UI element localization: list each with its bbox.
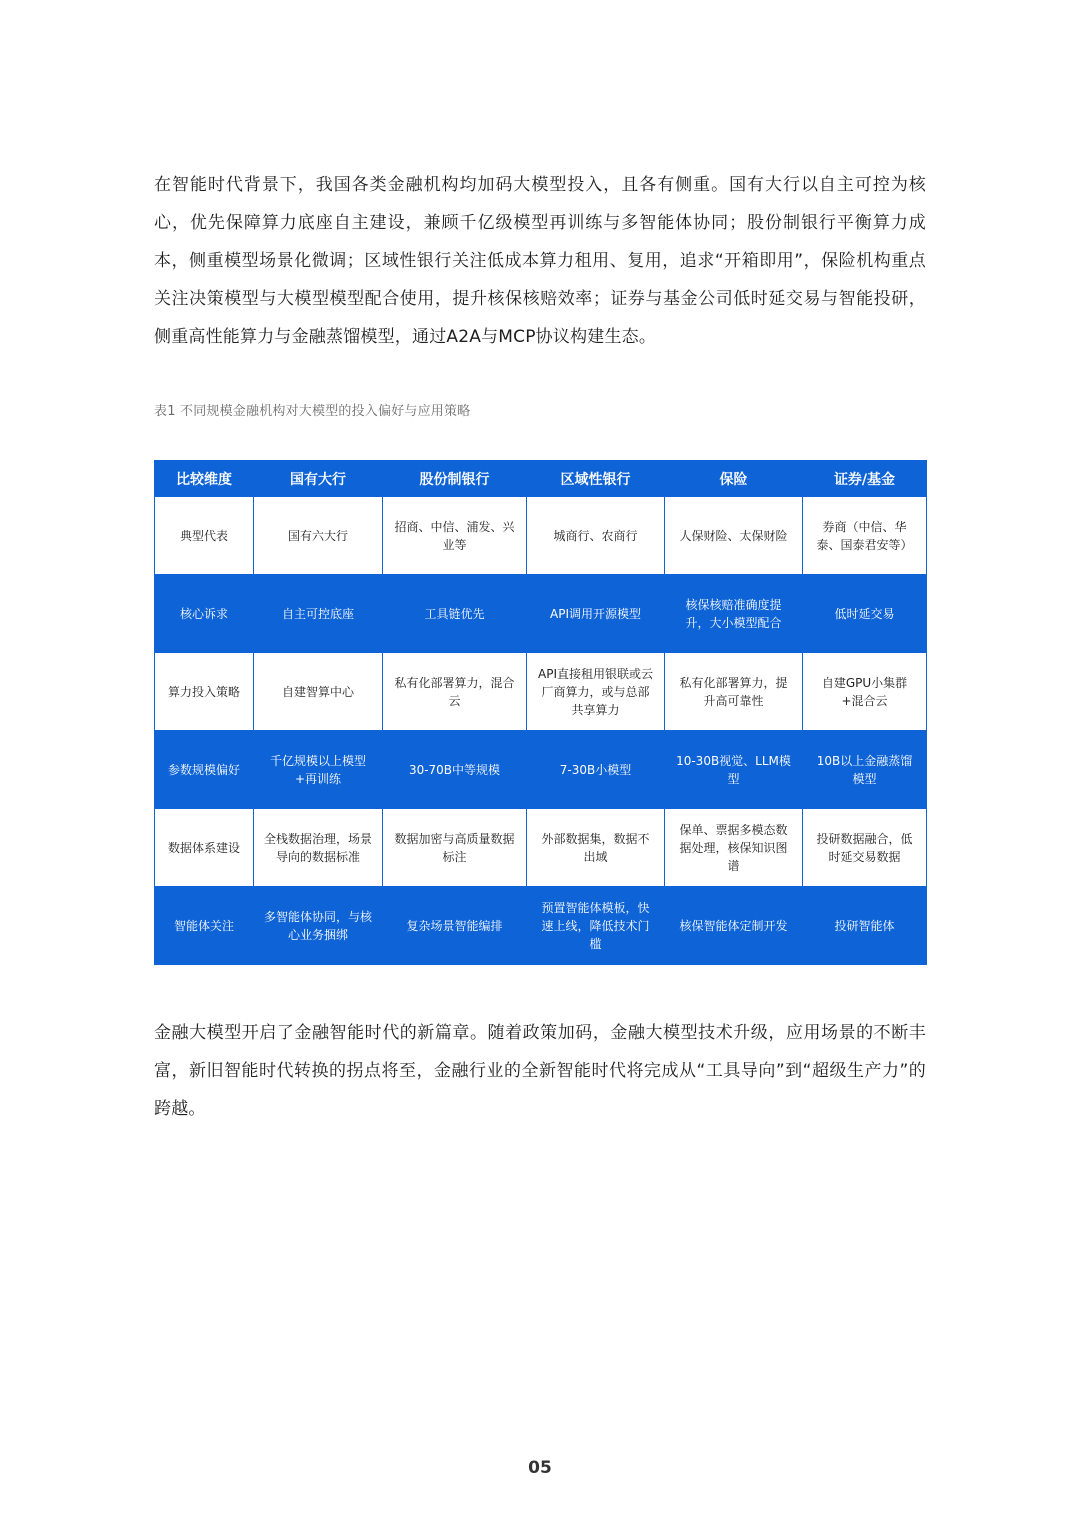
row-label: 数据体系建设 [155, 809, 254, 887]
header-insurance: 保险 [665, 461, 803, 497]
table-cell: 全栈数据治理，场景导向的数据标准 [254, 809, 383, 887]
header-joint-stock-banks: 股份制银行 [383, 461, 527, 497]
header-regional-banks: 区域性银行 [527, 461, 665, 497]
closing-paragraph: 金融大模型开启了金融智能时代的新篇章。随着政策加码，金融大模型技术升级，应用场景的不断丰富，新旧智能时代转换的拐点将至，金融行业的全新智能时代将完成从“工具导向”到“超级生产力”的跨越。 [154, 1023, 926, 1119]
table-cell: API直接租用银联或云厂商算力，或与总部共享算力 [527, 653, 665, 731]
table-cell: 预置智能体模板，快速上线，降低技术门槛 [527, 887, 665, 965]
table-cell: 数据加密与高质量数据标注 [383, 809, 527, 887]
table-cell: 券商（中信、华泰、国泰君安等） [803, 497, 927, 575]
table-cell: 投研数据融合，低时延交易数据 [803, 809, 927, 887]
row-label: 核心诉求 [155, 575, 254, 653]
table-cell: 核保核赔准确度提升，大小模型配合 [665, 575, 803, 653]
table-cell: 私有化部署算力，混合云 [383, 653, 527, 731]
row-label: 智能体关注 [155, 887, 254, 965]
table-cell: 10-30B视觉、LLM模型 [665, 731, 803, 809]
table-row [155, 809, 927, 887]
table-cell: 人保财险、太保财险 [665, 497, 803, 575]
table-cell: 招商、中信、浦发、兴业等 [383, 497, 527, 575]
table-cell: 城商行、农商行 [527, 497, 665, 575]
row-label: 算力投入策略 [155, 653, 254, 731]
table-cell: 投研智能体 [803, 887, 927, 965]
table-cell: 7-30B小模型 [527, 731, 665, 809]
table-cell: 自主可控底座 [254, 575, 383, 653]
table-cell: API调用开源模型 [527, 575, 665, 653]
table-cell: 自建GPU小集群+混合云 [803, 653, 927, 731]
table-cell: 国有六大行 [254, 497, 383, 575]
header-dimension: 比较维度 [155, 461, 254, 497]
strategy-table [154, 460, 927, 965]
row-label: 参数规模偏好 [155, 731, 254, 809]
table-cell: 外部数据集，数据不出域 [527, 809, 665, 887]
table-cell: 保单、票据多模态数据处理，核保知识图谱 [665, 809, 803, 887]
row-label: 典型代表 [155, 497, 254, 575]
table-cell: 低时延交易 [803, 575, 927, 653]
table-cell: 30-70B中等规模 [383, 731, 527, 809]
table-cell: 私有化部署算力，提升高可靠性 [665, 653, 803, 731]
table-cell: 工具链优先 [383, 575, 527, 653]
intro-paragraph: 在智能时代背景下，我国各类金融机构均加码大模型投入，且各有侧重。国有大行以自主可控为核心，优先保障算力底座自主建设，兼顾千亿级模型再训练与多智能体协同；股份制银行平衡算力成本，侧重模型场景化微调；区域性银行关注低成本算力租用、复用，追求“开箱即用”，保险机构重点关注决策模型与大模型模型配合使用，提升核保核赔效率；证券与基金公司低时延交易与智能投研，侧重高性能算力与金融蒸馏模型，通过A2A与MCP协议构建生态。 [154, 175, 926, 347]
table-header-row [155, 461, 927, 497]
page-number: 05 [528, 1458, 552, 1478]
table-caption: 表1 不同规模金融机构对大模型的投入偏好与应用策略 [154, 404, 471, 419]
header-securities-funds: 证券/基金 [803, 461, 927, 497]
table-cell: 自建智算中心 [254, 653, 383, 731]
table-row [155, 887, 927, 965]
table-row [155, 653, 927, 731]
table-row [155, 575, 927, 653]
table-cell: 10B以上金融蒸馏模型 [803, 731, 927, 809]
table-row [155, 731, 927, 809]
table-cell: 千亿规模以上模型+再训练 [254, 731, 383, 809]
header-state-banks: 国有大行 [254, 461, 383, 497]
table-row [155, 497, 927, 575]
table-cell: 多智能体协同，与核心业务捆绑 [254, 887, 383, 965]
table-cell: 复杂场景智能编排 [383, 887, 527, 965]
table-cell: 核保智能体定制开发 [665, 887, 803, 965]
